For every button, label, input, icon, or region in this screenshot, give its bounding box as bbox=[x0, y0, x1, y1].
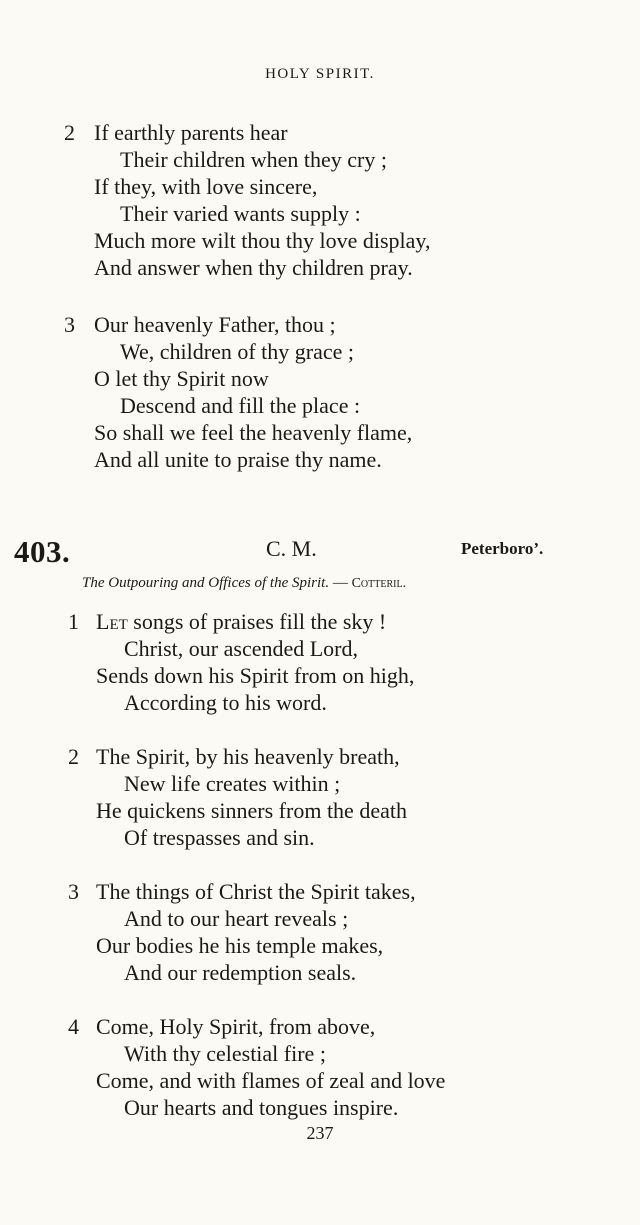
verse-line: Our heavenly Father, thou ; bbox=[94, 312, 336, 337]
stanza-number: 2 bbox=[64, 120, 75, 145]
verse-line: Our hearts and tongues inspire. bbox=[124, 1095, 399, 1120]
verse-line: Come, and with flames of zeal and love bbox=[96, 1068, 446, 1093]
stanza-number: 3 bbox=[64, 312, 75, 337]
verse-line: Their varied wants supply : bbox=[120, 201, 361, 226]
stanza-number: 2 bbox=[68, 744, 79, 769]
verse-line: According to his word. bbox=[124, 690, 327, 715]
verse-line: And all unite to praise thy name. bbox=[94, 447, 382, 472]
hymn-subtitle bbox=[82, 576, 406, 591]
verse-line: Their children when they cry ; bbox=[120, 147, 387, 172]
verse-line: Our bodies he his temple makes, bbox=[96, 933, 384, 958]
verse-line: So shall we feel the heavenly flame, bbox=[94, 420, 413, 445]
subtitle-dash: — bbox=[329, 575, 352, 591]
verse-line: He quickens sinners from the death bbox=[96, 798, 407, 823]
verse-line: And our redemption seals. bbox=[124, 960, 357, 985]
verse-line: Descend and fill the place : bbox=[120, 393, 361, 418]
stanza-number: 1 bbox=[68, 609, 79, 634]
first-line-rest: songs of praises fill the sky ! bbox=[127, 609, 387, 634]
verse-line: New life creates within ; bbox=[124, 771, 341, 796]
verse-line bbox=[96, 611, 386, 633]
verse-line: Much more wilt thou thy love display, bbox=[94, 228, 431, 253]
verse-line: Christ, our ascended Lord, bbox=[124, 636, 358, 661]
verse-line: And to our heart reveals ; bbox=[124, 906, 349, 931]
verse-line: The Spirit, by his heavenly breath, bbox=[96, 744, 400, 769]
page-number: 237 bbox=[306, 1123, 334, 1143]
hymn-meter: C. M. bbox=[266, 536, 317, 561]
hymn-theme: The Outpouring and Offices of the Spirit. bbox=[82, 575, 330, 591]
tune-name: Peterboro’. bbox=[461, 539, 544, 558]
running-head: HOLY SPIRIT. bbox=[265, 66, 375, 82]
hymn-number: 403. bbox=[14, 534, 71, 569]
verse-line: Sends down his Spirit from on high, bbox=[96, 663, 415, 688]
verse-line: If earthly parents hear bbox=[94, 120, 288, 145]
stanza-number: 3 bbox=[68, 879, 79, 904]
verse-line: And answer when thy children pray. bbox=[94, 255, 413, 280]
verse-line: We, children of thy grace ; bbox=[120, 339, 355, 364]
first-word-caps: Let bbox=[96, 609, 128, 634]
verse-line: Of trespasses and sin. bbox=[124, 825, 315, 850]
verse-line: Come, Holy Spirit, from above, bbox=[96, 1014, 376, 1039]
verse-line: O let thy Spirit now bbox=[94, 366, 269, 391]
stanza-number: 4 bbox=[68, 1014, 79, 1039]
verse-line: The things of Christ the Spirit takes, bbox=[96, 879, 416, 904]
hymn-author: Cotteril. bbox=[351, 576, 407, 591]
verse-line: With thy celestial fire ; bbox=[124, 1041, 326, 1066]
verse-line: If they, with love sincere, bbox=[94, 174, 318, 199]
